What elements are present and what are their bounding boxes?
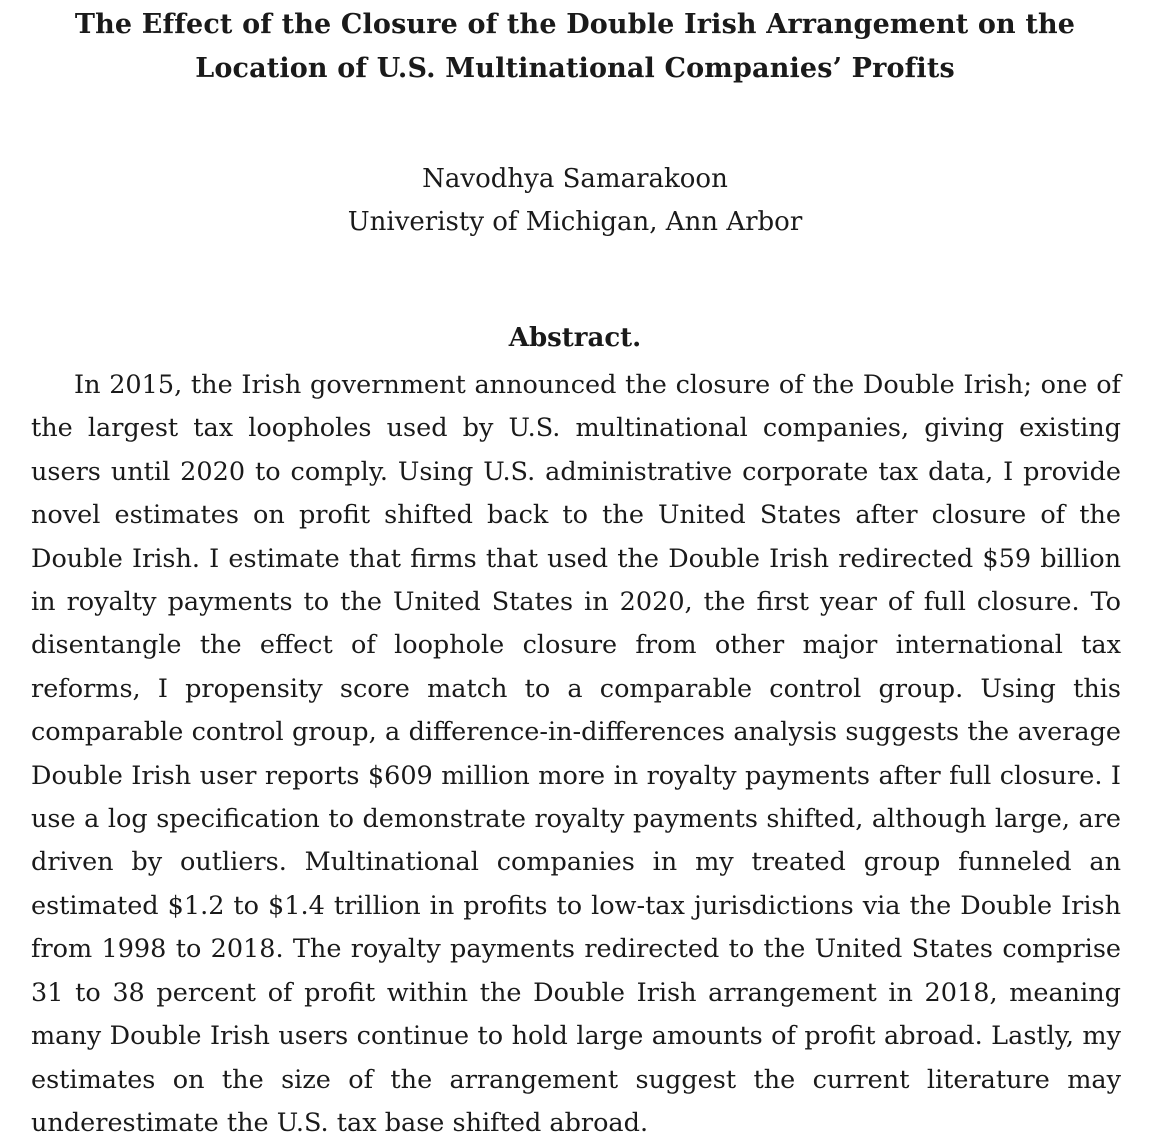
abstract-text: In 2015, the Irish government announced the closure of the Double Irish; one of the largest tax loopholes used by U.S. multinational companies, giving existing users until 2020 to comply. Using U.S. administrative corporate tax data, I provide novel estimates on profit shifted back to the United States after closure of the Double Irish. I estimate that firms that used the Double Irish redirected $59 billion in royalty payments to the United States in 2020, the first year of full closure. To disentangle the effect of loophole closure from other major international tax reforms, I propensity score match to a comparable control group. Using this comparable control group, a difference-in-differences analysis suggests the average Double Irish user reports $609 million more in royalty payments after full closure. I use a log specification to demonstrate royalty payments shifted, although large, are driven by outliers. Multinational companies in my treated group funneled an estimated $1.2 to $1.4 trillion in profits to low-tax jurisdictions via the Double Irish from 1998 to 2018. The royalty payments redirected to the United States comprise 31 to 38 percent of profit within the Double Irish arrangement in 2018, meaning many Double Irish users continue to hold large amounts of profit abroad. Lastly, my estimates on the size of the arrangement suggest the current literature may underestimate the U.S. tax base shifted abroad. <box>31 370 1121 1138</box>
author-affiliation: Univeristy of Michigan, Ann Arbor <box>347 207 803 237</box>
paper-title: The Effect of the Closure of the Double Irish Arrangement on the Location of U.S. Multinational Companies’ Profits <box>74 9 1076 84</box>
author-block <box>0 158 1150 244</box>
author-name: Navodhya Samarakoon <box>422 164 728 194</box>
abstract-heading: Abstract. <box>508 323 642 353</box>
